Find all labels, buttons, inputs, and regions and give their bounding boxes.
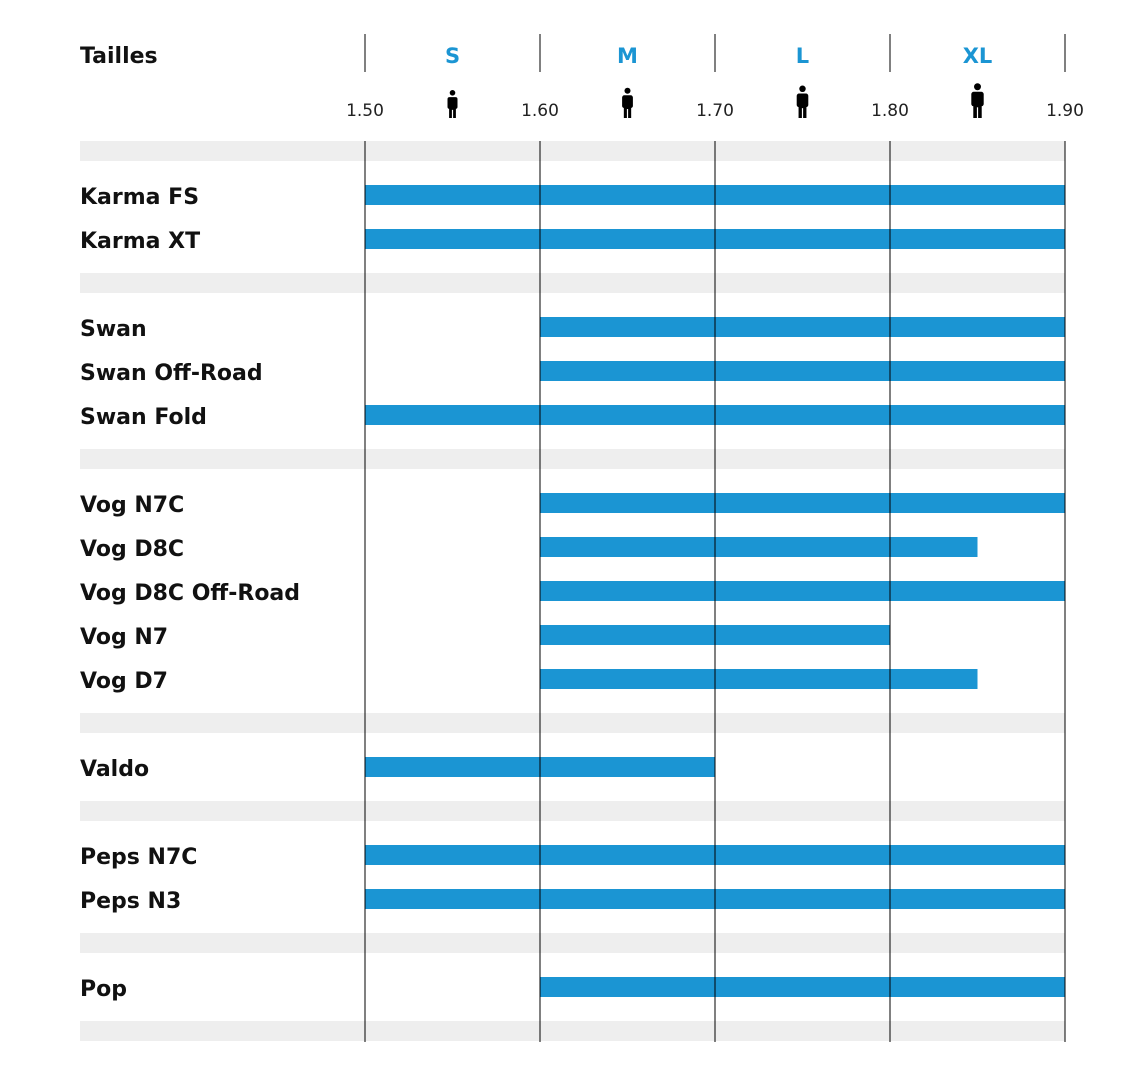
range-bar	[540, 581, 1065, 601]
tick-label: 1.60	[521, 101, 559, 121]
range-bar	[540, 669, 978, 689]
range-bar	[540, 361, 1065, 381]
row-label: Vog N7	[80, 625, 169, 650]
person-icon	[448, 90, 458, 118]
row-labels	[80, 185, 300, 1002]
row-label: Vog D8C	[80, 537, 185, 562]
size-label: XL	[962, 44, 993, 68]
range-bar	[540, 537, 978, 557]
row-label: Pop	[80, 977, 127, 1002]
row-label: Swan Fold	[80, 405, 207, 430]
size-labels	[445, 44, 992, 68]
row-label: Peps N7C	[80, 845, 198, 870]
person-icon	[971, 83, 983, 118]
tick-label: 1.90	[1046, 101, 1084, 121]
row-label: Karma FS	[80, 185, 200, 210]
row-label: Vog D8C Off-Road	[80, 581, 301, 606]
group-separator	[80, 273, 1065, 293]
chart-title: Tailles	[80, 44, 158, 69]
size-label: M	[617, 44, 638, 68]
chart-header	[80, 44, 158, 69]
group-separator	[80, 141, 1065, 161]
group-separator	[80, 1021, 1065, 1041]
row-label: Vog D7	[80, 669, 168, 694]
row-label: Valdo	[80, 757, 150, 782]
person-icon	[797, 86, 809, 118]
group-separator	[80, 801, 1065, 821]
tick-label: 1.80	[871, 101, 909, 121]
row-label: Swan	[80, 317, 147, 342]
size-label: S	[444, 44, 461, 68]
group-separator	[80, 713, 1065, 733]
row-label: Peps N3	[80, 889, 182, 914]
group-separator	[80, 933, 1065, 953]
tick-label: 1.70	[696, 101, 734, 121]
tick-label: 1.50	[346, 101, 384, 121]
group-separator	[80, 449, 1065, 469]
row-label: Vog N7C	[80, 493, 185, 518]
range-bar	[540, 493, 1065, 513]
range-bar	[540, 977, 1065, 997]
row-label: Karma XT	[80, 229, 201, 254]
range-bar	[540, 317, 1065, 337]
row-label: Swan Off-Road	[80, 361, 263, 386]
person-icon	[622, 88, 633, 118]
size-label: L	[795, 44, 810, 68]
